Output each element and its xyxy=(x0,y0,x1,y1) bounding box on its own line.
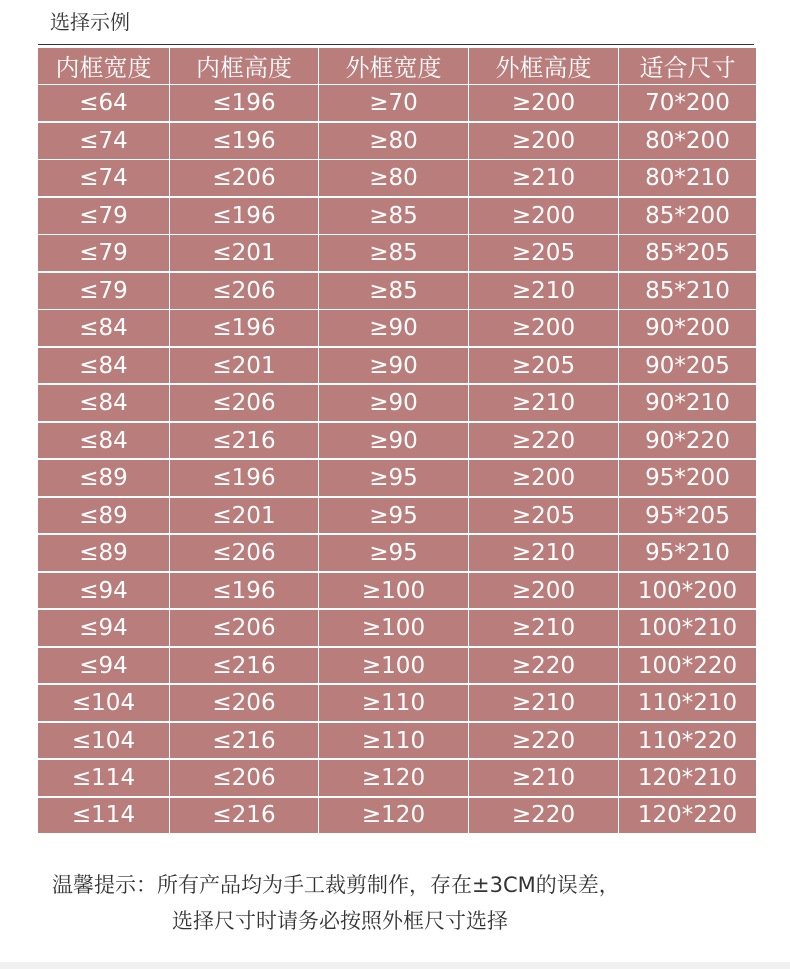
cell-outer-height: ≥220 xyxy=(469,423,618,459)
notice-line-1: 温馨提示：所有产品均为手工裁剪制作，存在±3CM的误差， xyxy=(52,873,620,897)
cell-fit-size: 85*200 xyxy=(619,198,756,234)
cell-outer-height: ≥200 xyxy=(469,310,618,346)
cell-inner-height: ≤201 xyxy=(170,235,318,271)
cell-fit-size: 100*210 xyxy=(619,610,756,646)
cell-inner-width: ≤84 xyxy=(38,385,169,421)
cell-fit-size: 110*220 xyxy=(619,723,756,759)
cell-outer-height: ≥220 xyxy=(469,798,618,834)
cell-fit-size: 120*220 xyxy=(619,798,756,834)
cell-fit-size: 90*220 xyxy=(619,423,756,459)
cell-outer-height: ≥210 xyxy=(469,385,618,421)
cell-fit-size: 95*200 xyxy=(619,460,756,496)
cell-outer-height: ≥210 xyxy=(469,610,618,646)
cell-inner-height: ≤196 xyxy=(170,573,318,609)
cell-inner-height: ≤196 xyxy=(170,123,318,159)
cell-outer-width: ≥90 xyxy=(319,348,468,384)
cell-outer-height: ≥200 xyxy=(469,85,618,121)
cell-fit-size: 100*220 xyxy=(619,648,756,684)
cell-fit-size: 90*210 xyxy=(619,385,756,421)
cell-inner-width: ≤84 xyxy=(38,348,169,384)
cell-outer-height: ≥210 xyxy=(469,535,618,571)
cell-outer-height: ≥200 xyxy=(469,198,618,234)
cell-inner-width: ≤104 xyxy=(38,723,169,759)
cell-inner-width: ≤74 xyxy=(38,123,169,159)
cell-inner-height: ≤206 xyxy=(170,760,318,796)
cell-fit-size: 80*210 xyxy=(619,160,756,196)
cell-inner-height: ≤196 xyxy=(170,85,318,121)
cell-outer-width: ≥90 xyxy=(319,423,468,459)
header-inner-width: 内框宽度 xyxy=(38,48,169,84)
cell-fit-size: 120*210 xyxy=(619,760,756,796)
caption-divider xyxy=(38,44,754,45)
cell-fit-size: 85*210 xyxy=(619,273,756,309)
cell-outer-height: ≥205 xyxy=(469,498,618,534)
cell-outer-width: ≥80 xyxy=(319,160,468,196)
cell-inner-height: ≤206 xyxy=(170,610,318,646)
cell-inner-height: ≤201 xyxy=(170,498,318,534)
cell-inner-width: ≤94 xyxy=(38,648,169,684)
cell-outer-height: ≥210 xyxy=(469,760,618,796)
cell-inner-height: ≤216 xyxy=(170,423,318,459)
cell-outer-height: ≥220 xyxy=(469,723,618,759)
cell-outer-width: ≥90 xyxy=(319,310,468,346)
cell-inner-height: ≤216 xyxy=(170,648,318,684)
cell-inner-height: ≤196 xyxy=(170,198,318,234)
cell-outer-width: ≥85 xyxy=(319,273,468,309)
cell-fit-size: 70*200 xyxy=(619,85,756,121)
cell-inner-width: ≤94 xyxy=(38,573,169,609)
cell-inner-width: ≤64 xyxy=(38,85,169,121)
cell-outer-height: ≥200 xyxy=(469,573,618,609)
cell-outer-height: ≥200 xyxy=(469,460,618,496)
header-fit-size: 适合尺寸 xyxy=(619,48,756,84)
cell-inner-height: ≤196 xyxy=(170,460,318,496)
cell-inner-width: ≤104 xyxy=(38,685,169,721)
cell-inner-width: ≤84 xyxy=(38,310,169,346)
cell-outer-width: ≥85 xyxy=(319,198,468,234)
notice-line-2: 选择尺寸时请务必按照外框尺寸选择 xyxy=(172,909,508,933)
header-inner-height: 内框高度 xyxy=(170,48,318,84)
cell-inner-height: ≤216 xyxy=(170,798,318,834)
size-table xyxy=(38,48,756,844)
cell-inner-height: ≤206 xyxy=(170,535,318,571)
notice-block xyxy=(52,868,620,938)
cell-inner-height: ≤206 xyxy=(170,273,318,309)
header-outer-width: 外框宽度 xyxy=(319,48,468,84)
cell-outer-width: ≥110 xyxy=(319,685,468,721)
cell-outer-height: ≥205 xyxy=(469,235,618,271)
cell-inner-width: ≤114 xyxy=(38,760,169,796)
cell-fit-size: 95*210 xyxy=(619,535,756,571)
cell-inner-width: ≤79 xyxy=(38,273,169,309)
cell-outer-height: ≥205 xyxy=(469,348,618,384)
cell-inner-width: ≤89 xyxy=(38,498,169,534)
cell-outer-width: ≥90 xyxy=(319,385,468,421)
cell-fit-size: 80*200 xyxy=(619,123,756,159)
cell-outer-width: ≥80 xyxy=(319,123,468,159)
cell-fit-size: 100*200 xyxy=(619,573,756,609)
cell-outer-width: ≥100 xyxy=(319,573,468,609)
cell-outer-width: ≥85 xyxy=(319,235,468,271)
cell-inner-width: ≤74 xyxy=(38,160,169,196)
cell-inner-height: ≤196 xyxy=(170,310,318,346)
cell-inner-height: ≤206 xyxy=(170,160,318,196)
cell-inner-width: ≤114 xyxy=(38,798,169,834)
cell-inner-width: ≤94 xyxy=(38,610,169,646)
cell-outer-height: ≥210 xyxy=(469,160,618,196)
cell-outer-width: ≥120 xyxy=(319,760,468,796)
cell-outer-width: ≥100 xyxy=(319,648,468,684)
cell-inner-height: ≤216 xyxy=(170,723,318,759)
cell-outer-width: ≥95 xyxy=(319,498,468,534)
cell-outer-height: ≥210 xyxy=(469,685,618,721)
page-caption: 选择示例 xyxy=(50,10,130,34)
cell-inner-width: ≤79 xyxy=(38,198,169,234)
cell-inner-height: ≤206 xyxy=(170,685,318,721)
cell-outer-width: ≥95 xyxy=(319,460,468,496)
cell-inner-width: ≤89 xyxy=(38,535,169,571)
cell-outer-width: ≥110 xyxy=(319,723,468,759)
cell-fit-size: 90*200 xyxy=(619,310,756,346)
bottom-divider xyxy=(0,962,790,969)
cell-outer-width: ≥100 xyxy=(319,610,468,646)
cell-inner-width: ≤79 xyxy=(38,235,169,271)
cell-outer-height: ≥210 xyxy=(469,273,618,309)
cell-outer-width: ≥120 xyxy=(319,798,468,834)
cell-inner-height: ≤206 xyxy=(170,385,318,421)
cell-fit-size: 95*205 xyxy=(619,498,756,534)
cell-outer-height: ≥200 xyxy=(469,123,618,159)
cell-fit-size: 110*210 xyxy=(619,685,756,721)
cell-fit-size: 85*205 xyxy=(619,235,756,271)
cell-inner-width: ≤84 xyxy=(38,423,169,459)
cell-inner-height: ≤201 xyxy=(170,348,318,384)
cell-outer-height: ≥220 xyxy=(469,648,618,684)
cell-inner-width: ≤89 xyxy=(38,460,169,496)
cell-fit-size: 90*205 xyxy=(619,348,756,384)
cell-outer-width: ≥70 xyxy=(319,85,468,121)
header-outer-height: 外框高度 xyxy=(469,48,618,84)
cell-outer-width: ≥95 xyxy=(319,535,468,571)
